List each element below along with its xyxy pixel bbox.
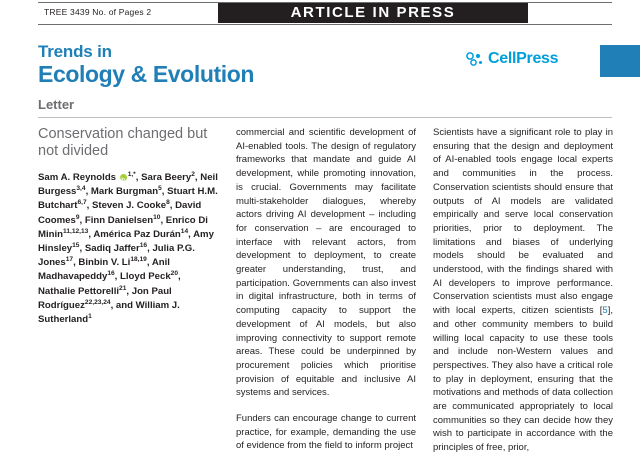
author-entry: Mark Burgman$^5$, — [90, 185, 165, 198]
author-entry: Julia P.G. Jones$^{17}$, — [38, 243, 195, 269]
author-entry: América Paz Durán$^{14}$, — [93, 227, 191, 240]
author-entry: Amy Hinsley$^{15}$, — [38, 228, 214, 255]
body-paragraph: Funders can encourage change to current practice, for example, demanding the use of evidence from the field to inform project — [236, 413, 416, 452]
author-entry: Finn Danielsen$^{10}$, — [84, 213, 164, 226]
reference-link[interactable]: 5 — [602, 305, 608, 317]
author-list — [38, 171, 218, 327]
author-entry: Sadiq Jaffer$^{16}$, — [84, 241, 150, 255]
body-paragraph: commercial and scientific development of AI-enabled tools. The design of regulatory frameworks that mandate and guide AI development, while promoting innovation, is crucial. Governments may facilitate multi-stakeholder dialogues, whereby actors driving AI development – including for conservation – are encouraged to interface with relevant actors, from development to deployment, to create greater understanding, trust, and participation. Governments can also invest in digital infrastructure, both in terms of computing capacity to support the development of AI models, but also improving connectivity to support remote areas. These could be underpinned by procurement policies which prioritise provision of equitable and inclusive AI systems and services. — [236, 127, 416, 399]
author-entry: Binbin V. Li$^{18,19}$, — [78, 256, 150, 269]
author-entry: Lloyd Peck$^{20}$, — [120, 270, 181, 283]
header-bottom-rule — [38, 24, 612, 25]
article-type-label: Letter — [38, 97, 75, 112]
author-entry: Anil Madhavapeddy$^{16}$, — [38, 257, 170, 283]
page-title: Conservation changed but not divided — [38, 126, 208, 159]
author-entry: Enrico Di Minin$^{11,12,13}$, — [38, 214, 208, 240]
author-entry: William J. Sutherland$^1$ — [38, 299, 180, 326]
author-entry: Neil Burgess$^{3,4}$, — [38, 172, 218, 198]
article-in-press-label: ARTICLE IN PRESS — [290, 4, 456, 21]
column-three — [433, 126, 613, 455]
running-head: TREE 3439 No. of Pages 2 — [44, 7, 152, 17]
masthead-line-2: Ecology & Evolution — [38, 61, 255, 87]
column-two — [236, 126, 416, 453]
author-entry: David Coomes$^9$, — [38, 200, 202, 226]
author-entry: Sam A. Reynolds $iD^{1,*}$, — [38, 172, 138, 183]
cell-press-logo-icon — [466, 52, 483, 66]
author-entry: Jon Paul Rodríguez$^{22,23,24}$, and — [38, 285, 172, 311]
orcid-icon[interactable] — [120, 174, 127, 181]
journal-masthead — [38, 42, 338, 87]
page-header — [0, 0, 640, 26]
author-entry: Steven J. Cooke$^8$, — [91, 199, 173, 212]
publisher-name: CellPress — [488, 50, 559, 67]
author-entry: Stuart H.M. Butchart$^{6,7}$, — [38, 186, 218, 212]
article-type-rule — [38, 117, 612, 118]
article-in-press-banner — [218, 3, 528, 23]
publisher-logo — [466, 50, 558, 68]
cover-color-block — [600, 45, 640, 77]
column-one — [38, 126, 218, 327]
body-paragraph: Scientists have a significant role to play in ensuring that the design and deployment of AI-enabled tools engage local experts and communities in the process. Conservation scientists should ensure that outputs of AI models are validated empirically and serve local conservation priorities, prior to deployment. The limitations and biases of underlying models should be evaluated and understood, with the findings shared with AI developers to improve performance. Conservation scientists must also engage with local experts, citizen scientists [5], and other community members to build willing local capacity to use these tools and include non-Western values and perspectives. They also have a critical role to play in deployment, ensuring that the motivations and methods of data collection are communicated appropriately to local communities so they can decide how they wish to participate in accordance with the principles of free, prior, — [433, 127, 613, 454]
author-entry: Nathalie Pettorelli$^{21}$, — [38, 284, 130, 297]
masthead-line-1: Trends in — [38, 42, 112, 61]
author-entry: Sara Beery$^2$, — [141, 170, 198, 183]
